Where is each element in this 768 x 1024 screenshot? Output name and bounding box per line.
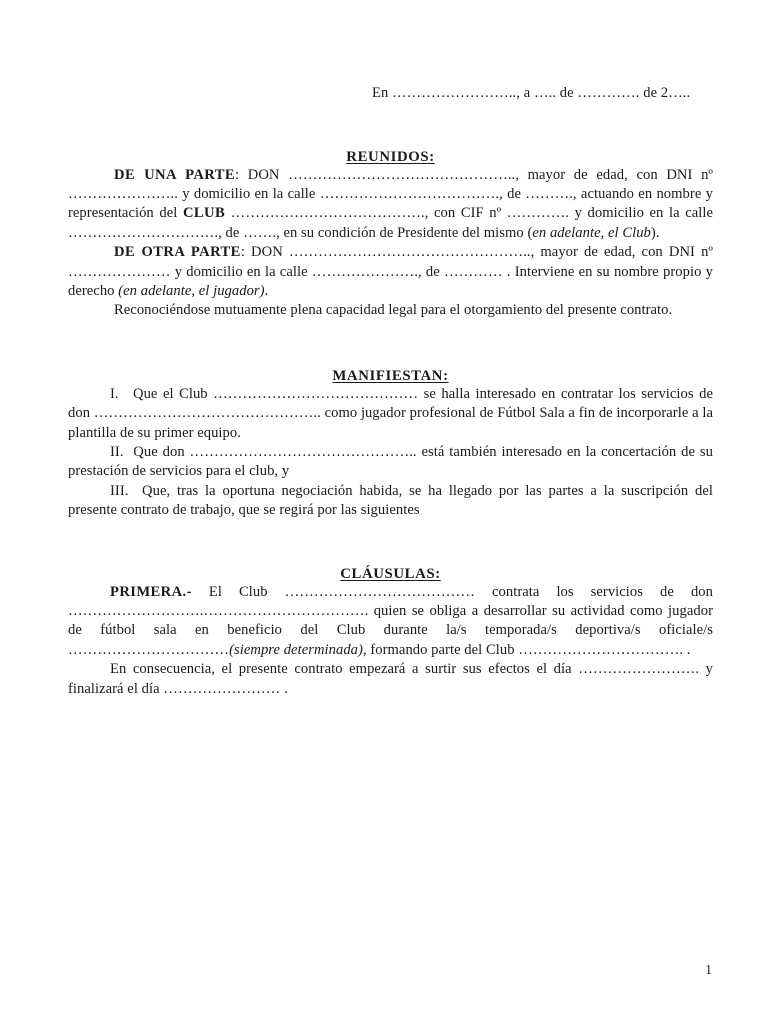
- manifiestan-item-numeral: III.: [110, 482, 129, 499]
- party-two-text-2: .: [264, 283, 269, 299]
- paragraph-party-one: [68, 166, 713, 244]
- manifiestan-item-text: Que el Club …………………………………… se halla interesado en contratar los servicios de don ……………………………………….. como jugador profesional de Fútbol Sala a fin de incorporarle a la plantilla de su primer equipo.: [68, 385, 713, 441]
- party-two-text: : DON ………………………………………….., mayor de edad, con DNI nº ………………… y domicilio en la calle …………………., de ………… . Interviene en su nombre propio y derecho: [68, 244, 713, 299]
- manifiestan-item-text: Que, tras la oportuna negociación habida, se ha llegado por las partes a la suscripción del presente contrato de trabajo, que se regirá por las siguientes: [68, 482, 713, 519]
- clause-primera-italic: (siempre determinada): [229, 641, 363, 658]
- manifiestan-item: [68, 385, 713, 443]
- clause-primera-label: PRIMERA.-: [110, 583, 192, 600]
- clause-primera-text: El Club ………………………………… contrata los servicios de don ……………………….……………………………. quien se obliga a desarrollar su actividad como jugador de fútbol sala en beneficio del Club durante la/s temporada/s deportiva/s oficiale/s ……………………………: [68, 583, 713, 658]
- heading-manifiestan: [68, 368, 713, 385]
- clause-primera-text-2: , formando parte del Club ……………………………. .: [362, 641, 691, 658]
- club-label: CLUB: [182, 205, 226, 222]
- manifiestan-item-numeral: I.: [110, 385, 119, 402]
- manifiestan-item-text: Que don ……………………………………….. está también interesado en la concertación de su prestación de servicios para el club, y: [68, 444, 713, 480]
- clause-primera: [68, 583, 713, 661]
- paragraph-acknowledgement: [68, 301, 713, 320]
- clause-primera-consequence: [68, 660, 713, 699]
- party-two-italic-tail: (en adelante, el jugador): [118, 283, 265, 299]
- acknowledgement-text: Reconociéndose mutuamente plena capacidad legal para el otorgamiento del presente contrato.: [114, 302, 673, 319]
- page-number: 1: [705, 962, 712, 977]
- document-body: [68, 0, 713, 699]
- manifiestan-item: [68, 482, 713, 521]
- heading-clausulas-text: CLÁUSULAS:: [340, 565, 441, 582]
- manifiestan-item: [68, 443, 713, 482]
- manifiestan-item-numeral: II.: [110, 444, 124, 461]
- heading-manifiestan-text: MANIFIESTAN:: [332, 367, 449, 384]
- heading-reunidos: [68, 149, 713, 166]
- party-one-text-3: ).: [650, 224, 660, 241]
- clause-consequence-text: En consecuencia, el presente contrato empezará a surtir sus efectos el día ……………………. y finalizará el día …………………… .: [68, 661, 713, 697]
- party-one-italic-tail: en adelante, el Club: [532, 224, 651, 241]
- party-two-label: DE OTRA PARTE: [114, 244, 241, 261]
- paragraph-party-two: [68, 243, 713, 301]
- dateline: En …………………….., a ….. de …………. de 2…..: [372, 85, 691, 101]
- party-one-label: DE UNA PARTE: [114, 166, 235, 183]
- heading-reunidos-text: REUNIDOS:: [346, 148, 435, 165]
- party-one-text-2: …………………………………., con CIF nº …………. y domicilio en la calle …………………………., de ……., en su condición de Presidente del mismo (: [68, 205, 713, 241]
- party-one-text: : DON ……………………………………….., mayor de edad, con DNI nº ………………….. y domicilio en la calle ………………………………., de ………., actuando en nombre y representación del: [68, 166, 714, 222]
- heading-clausulas: [68, 566, 713, 583]
